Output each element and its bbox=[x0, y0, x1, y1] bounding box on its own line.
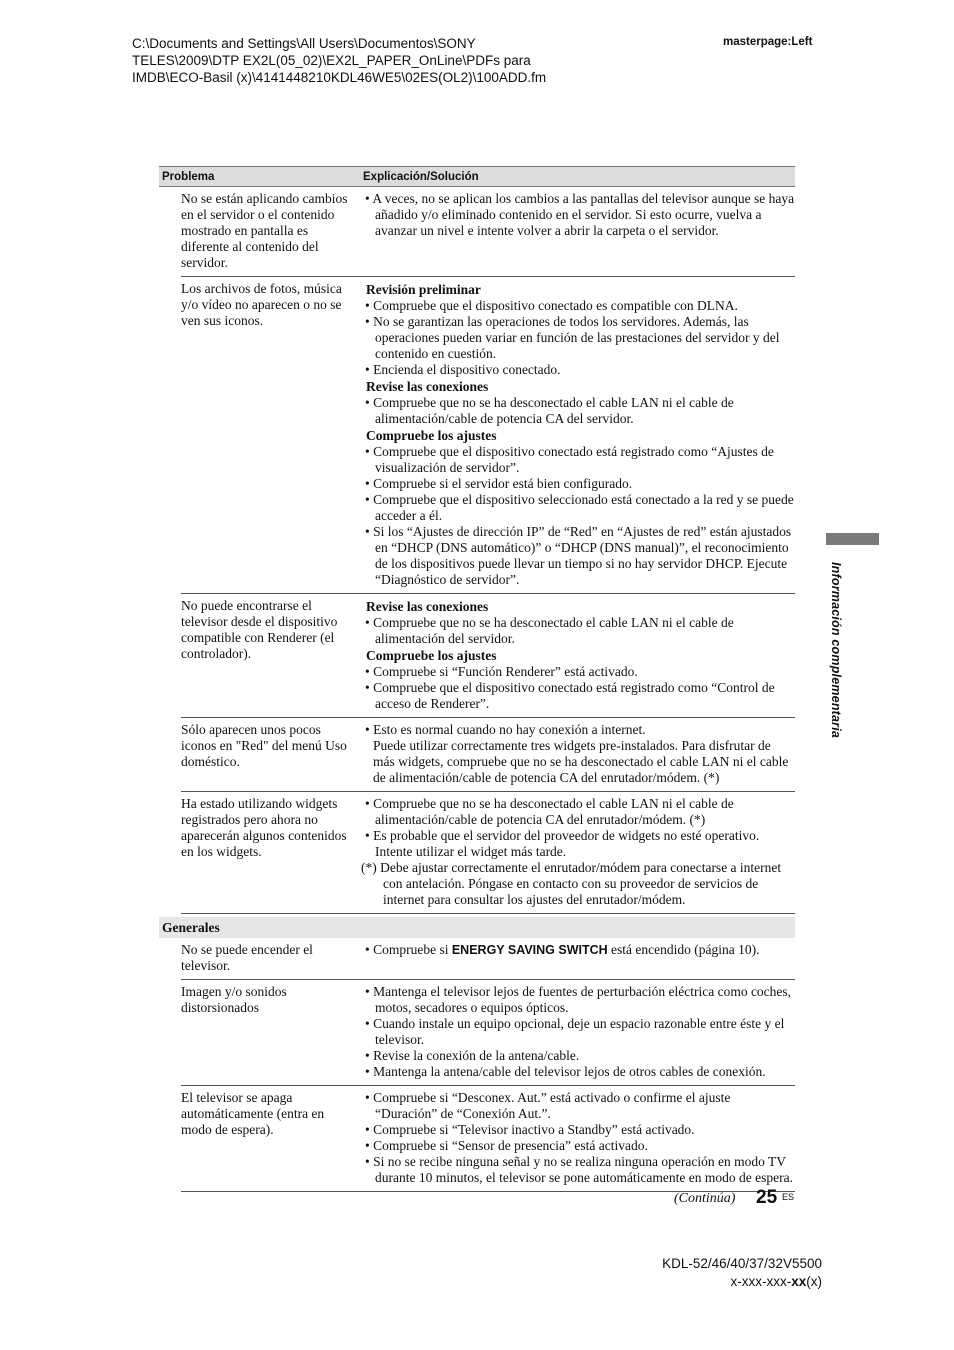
solution-bullet: • Compruebe si “Televisor inactivo a Standby” está activado. bbox=[365, 1122, 695, 1137]
file-path bbox=[132, 35, 652, 86]
solution-cell bbox=[361, 281, 795, 588]
solution-cell bbox=[361, 942, 795, 974]
solution-bullet: • Si los “Ajustes de dirección IP” de “Red” en “Ajustes de red” están ajustados en “DHCP (DNS automático)” o “DHCP (DNS manual)”, el reconocimiento de los dispositivos puede llevar un tiempo si no hay servidor DHCP. Ejecute “Diagnóstico de servidor”. bbox=[365, 524, 792, 587]
part-code bbox=[651, 1274, 822, 1289]
solution-bullet: • Compruebe si “Desconex. Aut.” está activado o confirme el ajuste “Duración” de “Conexión Aut.”. bbox=[365, 1090, 731, 1121]
table-row bbox=[181, 187, 795, 277]
problem-cell: Imagen y/o sonidos distorsionados bbox=[181, 984, 287, 1015]
solution-bullet: • Compruebe si el servidor está bien configurado. bbox=[365, 476, 633, 491]
table-row bbox=[181, 938, 795, 980]
problem-cell: Ha estado utilizando widgets registrados pero ahora no aparecerán algunos contenidos en los widgets. bbox=[181, 796, 347, 859]
table-row bbox=[181, 980, 795, 1086]
table-row bbox=[181, 594, 795, 718]
switch-name: ENERGY SAVING SWITCH bbox=[451, 943, 608, 957]
solution-bullet: • Compruebe que el dispositivo conectado está registrado como “Control de acceso de Renderer”. bbox=[365, 680, 775, 711]
solution-bullet: • Compruebe que no se ha desconectado el cable LAN ni el cable de alimentación/cable de potencia CA del enrutador/módem. (*) bbox=[365, 796, 734, 827]
problem-cell: No puede encontrarse el televisor desde el dispositivo compatible con Renderer (el controlador). bbox=[181, 598, 338, 661]
file-path-line: TELES\2009\DTP EX2L(05_02)\EX2L_PAPER_OnLine\PDFs para bbox=[132, 53, 531, 68]
table-header bbox=[159, 166, 795, 187]
column-header-solution: Explicación/Solución bbox=[363, 170, 479, 183]
model-number: KDL-52/46/40/37/32V5500 bbox=[662, 1256, 822, 1271]
solution-cell bbox=[361, 984, 795, 1080]
solution-heading: Revise las conexiones bbox=[366, 379, 489, 394]
solution-cell bbox=[361, 191, 795, 271]
table-row bbox=[181, 1086, 795, 1192]
masterpage-label: masterpage:Left bbox=[723, 36, 813, 48]
side-section-label: Información complementaria bbox=[829, 562, 843, 739]
solution-bullet: • Esto es normal cuando no hay conexión a internet. bbox=[365, 722, 646, 737]
file-path-line: IMDB\ECO-Basil (x)\4141448210KDL46WE5\02ES(OL2)\100ADD.fm bbox=[132, 70, 547, 85]
solution-heading: Revisión preliminar bbox=[366, 282, 481, 297]
solution-heading: Revise las conexiones bbox=[366, 599, 489, 614]
part-code-suffix: (x) bbox=[806, 1274, 822, 1289]
table-row bbox=[181, 792, 795, 914]
solution-bullet: • Compruebe que el dispositivo conectado está registrado como “Ajustes de visualización de servidor”. bbox=[365, 444, 774, 475]
solution-heading: Compruebe los ajustes bbox=[366, 648, 497, 663]
table-row bbox=[181, 277, 795, 594]
side-tab-marker bbox=[826, 533, 879, 545]
solution-bullet: • Mantenga el televisor lejos de fuentes de perturbación eléctrica como coches, motos, secadores o equipos ópticos. bbox=[365, 984, 792, 1015]
solution-bullet: • Compruebe que el dispositivo conectado es compatible con DLNA. bbox=[365, 298, 738, 313]
table-body-network bbox=[159, 187, 795, 914]
page-language-suffix: ES bbox=[782, 1192, 795, 1202]
file-path-line: C:\Documents and Settings\All Users\Documentos\SONY bbox=[132, 36, 476, 51]
solution-bullet: • Si no se recibe ninguna señal y no se realiza ninguna operación en modo TV durante 10 minutos, el televisor se pone automáticamente en modo de espera. bbox=[365, 1154, 793, 1185]
solution-bullet: • Compruebe que no se ha desconectado el cable LAN ni el cable de alimentación del servidor. bbox=[365, 615, 734, 646]
solution-cell bbox=[361, 796, 795, 908]
section-generales: Generales bbox=[159, 917, 795, 938]
bullet-text: • Compruebe si bbox=[365, 942, 452, 957]
table-body-generales bbox=[159, 938, 795, 1192]
problem-cell: Sólo aparecen unos pocos iconos en "Red" del menú Uso doméstico. bbox=[181, 722, 347, 769]
solution-bullet: • Compruebe si “Sensor de presencia” está activado. bbox=[365, 1138, 648, 1153]
solution-bullet: • Revise la conexión de la antena/cable. bbox=[365, 1048, 580, 1063]
solution-heading: Compruebe los ajustes bbox=[366, 428, 497, 443]
page-number: 25 bbox=[756, 1187, 778, 1208]
solution-cell bbox=[361, 1090, 795, 1186]
solution-bullet: • Compruebe que el dispositivo seleccionado está conectado a la red y se puede acceder a él. bbox=[365, 492, 794, 523]
column-header-problem: Problema bbox=[162, 170, 215, 183]
solution-note: (*) Debe ajustar correctamente el enrutador/módem para conectarse a internet con antelación. Póngase en contacto con su proveedor de servicios de internet para consultar los ajustes del enrutador/módem. bbox=[361, 860, 782, 907]
solution-bullet: • No se garantizan las operaciones de todos los servidores. Además, las operaciones pueden variar en función de las prestaciones del servidor y del contenido en cuestión. bbox=[365, 314, 780, 361]
solution-cell bbox=[361, 722, 795, 786]
bullet-text: está encendido (página 10). bbox=[607, 942, 760, 957]
problem-cell: Los archivos de fotos, música y/o vídeo no aparecen o no se ven sus iconos. bbox=[181, 281, 342, 328]
solution-cell bbox=[361, 598, 795, 712]
problem-cell: El televisor se apaga automáticamente (entra en modo de espera). bbox=[181, 1090, 325, 1137]
solution-bullet: • A veces, no se aplican los cambios a las pantallas del televisor aunque se haya añadido y/o eliminado contenido en el servidor. Si esto ocurre, vuelva a avanzar un nivel e intente volver a abrir la carpeta o el servidor. bbox=[365, 191, 795, 238]
troubleshooting-table bbox=[159, 166, 795, 1192]
part-code-prefix: x-xxx-xxx- bbox=[730, 1274, 792, 1289]
solution-bullet: • Mantenga la antena/cable del televisor lejos de otros cables de conexión. bbox=[365, 1064, 766, 1079]
solution-bullet: • Es probable que el servidor del proveedor de widgets no esté operativo. Intente utilizar el widget más tarde. bbox=[365, 828, 760, 859]
solution-bullet: • Compruebe si “Función Renderer” está activado. bbox=[365, 664, 638, 679]
solution-bullet bbox=[363, 942, 795, 958]
table-row bbox=[181, 718, 795, 792]
problem-cell: No se puede encender el televisor. bbox=[181, 942, 313, 973]
solution-text: Puede utilizar correctamente tres widgets pre-instalados. Para disfrutar de más widgets, compruebe que no se ha desconectado el cable LAN ni el cable de alimentación/cable de potencia CA del enrutador/módem. (*) bbox=[373, 738, 789, 785]
solution-bullet: • Encienda el dispositivo conectado. bbox=[365, 362, 561, 377]
part-code-bold: xx bbox=[791, 1274, 807, 1289]
solution-bullet: • Compruebe que no se ha desconectado el cable LAN ni el cable de alimentación/cable de potencia CA del servidor. bbox=[365, 395, 734, 426]
solution-bullet: • Cuando instale un equipo opcional, deje un espacio razonable entre éste y el televisor. bbox=[365, 1016, 785, 1047]
problem-cell: No se están aplicando cambios en el servidor o el contenido mostrado en pantalla es diferente al contenido del servidor. bbox=[181, 191, 348, 270]
continued-label: (Continúa) bbox=[674, 1191, 736, 1206]
